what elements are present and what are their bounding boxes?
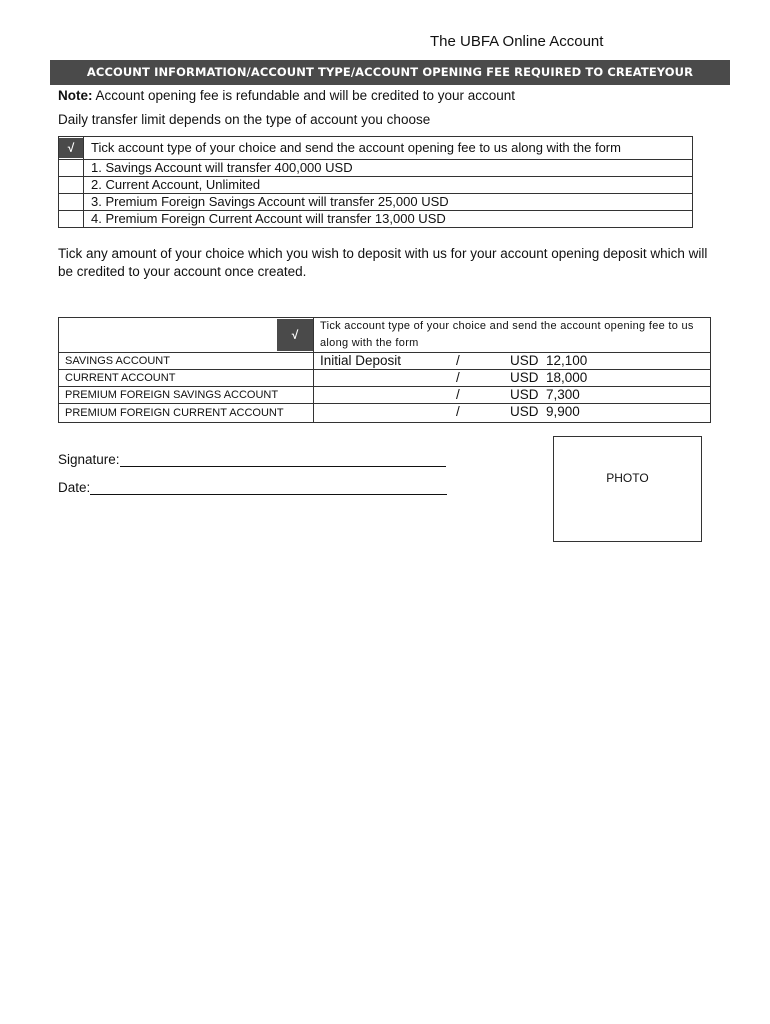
signature-line: [58, 452, 446, 467]
currency: USD: [510, 387, 539, 402]
note-text: Account opening fee is refundable and will be credited to your account: [92, 88, 516, 103]
table-row: [59, 211, 693, 228]
deposit-header: Tick account type of your choice and send the account opening fee to us along with the form: [314, 318, 711, 353]
note-label: Note:: [58, 88, 93, 103]
slash-separator: /: [456, 387, 460, 402]
transfer-limits-table: [58, 136, 693, 228]
limit-premium-current: 4. Premium Foreign Current Account will transfer 13,000 USD: [84, 211, 693, 228]
amount: 9,900: [546, 404, 580, 419]
deposit-instructions: Tick any amount of your choice which you wish to deposit with us for your account opening deposit which will be credited to your account once created.: [58, 246, 708, 279]
table-row: [59, 387, 711, 404]
table-header-row: [59, 318, 711, 353]
limit-savings: 1. Savings Account will transfer 400,000 USD: [84, 160, 693, 177]
table-row: [59, 370, 711, 387]
photo-label: PHOTO: [606, 471, 649, 485]
slash-separator: /: [456, 353, 460, 368]
limit-current: 2. Current Account, Unlimited: [84, 177, 693, 194]
account-savings[interactable]: SAVINGS ACCOUNT: [59, 353, 314, 370]
tick-column-cell[interactable]: [59, 137, 84, 160]
account-premium-current[interactable]: PREMIUM FOREIGN CURRENT ACCOUNT: [59, 404, 314, 423]
signature-label: Signature:: [58, 452, 120, 467]
limit-premium-savings: 3. Premium Foreign Savings Account will transfer 25,000 USD: [84, 194, 693, 211]
tick-cell-current[interactable]: [59, 177, 84, 194]
limits-header: Tick account type of your choice and send the account opening fee to us along with the form: [84, 137, 693, 160]
deposit-cell-current[interactable]: [314, 370, 711, 387]
tick-cell-savings[interactable]: [59, 160, 84, 177]
slash-separator: /: [456, 370, 460, 385]
checkmark-icon: √: [277, 319, 313, 351]
deposit-table: [58, 317, 711, 423]
photo-box[interactable]: [553, 436, 702, 542]
table-row: [59, 177, 693, 194]
account-premium-savings[interactable]: PREMIUM FOREIGN SAVINGS ACCOUNT: [59, 387, 314, 404]
table-header-row: [59, 137, 693, 160]
tick-cell-premium-current[interactable]: [59, 211, 84, 228]
document-title: The UBFA Online Account: [430, 33, 604, 50]
amount: 12,100: [546, 353, 588, 368]
note-line: [58, 88, 515, 103]
table-row: [59, 194, 693, 211]
slash-separator: /: [456, 404, 460, 419]
initial-deposit-label: Initial Deposit: [320, 353, 402, 368]
account-current[interactable]: CURRENT ACCOUNT: [59, 370, 314, 387]
table-row: [59, 160, 693, 177]
deposit-cell-premium-current[interactable]: [314, 404, 711, 423]
table-row: [59, 404, 711, 423]
daily-limit-text: Daily transfer limit depends on the type of account you choose: [58, 112, 431, 127]
currency: USD: [510, 370, 539, 385]
date-label: Date:: [58, 480, 91, 495]
section-header-bar: ACCOUNT INFORMATION/ACCOUNT TYPE/ACCOUNT OPENING FEE REQUIRED TO CREATEYOUR: [50, 60, 730, 85]
date-line: [58, 480, 447, 495]
currency: USD: [510, 353, 539, 368]
amount: 18,000: [546, 370, 588, 385]
date-field[interactable]: [90, 480, 447, 495]
currency: USD: [510, 404, 539, 419]
table-row: [59, 353, 711, 370]
deposit-cell-savings[interactable]: [314, 353, 711, 370]
tick-header-cell[interactable]: [59, 318, 314, 353]
checkmark-icon: √: [59, 138, 83, 158]
signature-field[interactable]: [120, 452, 446, 467]
deposit-cell-premium-savings[interactable]: [314, 387, 711, 404]
amount: 7,300: [546, 387, 580, 402]
tick-cell-premium-savings[interactable]: [59, 194, 84, 211]
